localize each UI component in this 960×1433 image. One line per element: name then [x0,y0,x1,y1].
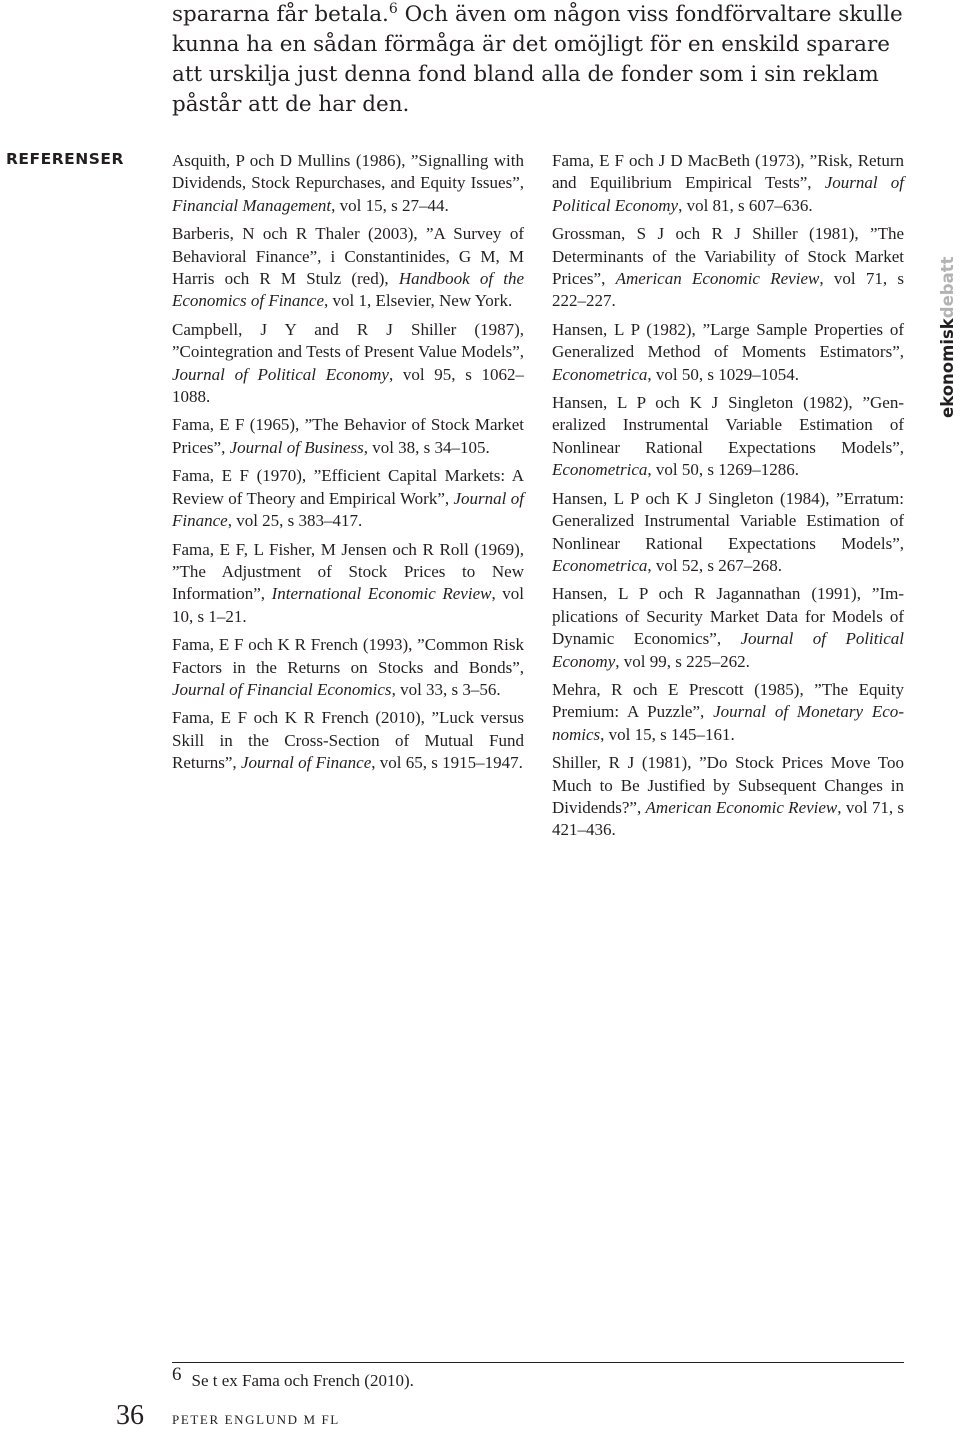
reference-citation: Hansen, L P och K J Singleton (1982), ”Generalized Instrumental Variable Estimation of Nonlinear Rational Expectations Models”, [552,393,904,457]
reference-journal-title: Journal of Business [229,437,364,457]
journal-brand-vertical [938,256,957,418]
footnote [172,1364,414,1392]
reference-journal-title: Handbook of the Economics of Finance [172,269,524,311]
intro-paragraph [172,0,912,120]
reference-citation: Asquith, P och D Mullins (1986), ”Signalling with Dividends, Stock Repurchases, and Equity Issues”, [172,151,524,193]
footnote-divider [172,1362,904,1363]
reference-volume-pages: , vol 95, s 1062–1088. [172,364,525,407]
reference-citation: Fama, E F och K R French (1993), ”Common Risk Factors in the Returns on Stocks and Bonds”, [172,635,524,677]
reference-citation: Fama, E F och J D MacBeth (1973), ”Risk, Return and Equilibrium Empirical Tests”, [552,151,904,193]
reference-entry [172,319,524,409]
reference-citation: Shiller, R J (1981), ”Do Stock Prices Move Too Much to Be Justified by Subsequent Changes in Dividends?”, [552,753,904,817]
reference-entry [552,679,904,746]
reference-journal-title: Journal of Financial Economics [172,679,392,699]
reference-entry [552,223,904,313]
reference-volume-pages: , vol 50, s 1269–1286. [647,460,799,480]
reference-journal-title: Journal of Finance [240,753,372,773]
reference-volume-pages: , vol 65, s 1915–1947. [371,753,523,773]
reference-journal-title: Journal of Political Economy [172,364,389,384]
reference-volume-pages: , vol 52, s 267–268. [647,555,782,575]
reference-entry [552,488,904,578]
reference-citation: Hansen, L P och K J Singleton (1984), ”Erratum: Generalized Instrumental Variable Estimation of Nonlinear Rational Expectations Models”, [552,488,904,553]
reference-citation: Fama, E F (1970), ”Efficient Capital Markets: A Review of Theory and Empirical Work”, [172,466,524,508]
reference-entry [172,707,524,774]
running-footer-authors: PETER ENGLUND M FL [172,1412,340,1427]
reference-entry [552,319,904,386]
reference-volume-pages: , vol 71, s 222–227. [552,269,904,311]
reference-citation: Fama, E F, L Fisher, M Jensen och R Roll (1969), ”The Adjustment of Stock Prices to New Information”, [172,539,524,604]
reference-volume-pages: , vol 71, s 421–436. [552,797,905,840]
reference-citation: Campbell, J Y and R J Shiller (1987), ”Cointegration and Tests of Present Value Models”, [172,319,524,362]
reference-citation: Grossman, S J och R J Shiller (1981), ”The Determinants of the Variability of Stock Market Prices”, [552,224,904,289]
reference-volume-pages: , vol 38, s 34–105. [363,437,490,457]
reference-citation: Hansen, L P (1982), ”Large Sample Properties of Generalized Method of Moments Estimators”, [552,319,904,362]
reference-volume-pages: , vol 81, s 607–636. [678,195,813,215]
reference-entry [552,392,904,482]
reference-volume-pages: , vol 33, s 3–56. [391,679,501,699]
reference-entry [172,150,524,217]
reference-journal-title: Journal of Monetary Economics [552,702,904,744]
reference-journal-title: Econometrica [552,364,648,384]
reference-journal-title: International Economic Review [271,584,492,604]
reference-entry [552,752,904,842]
intro-text-after: Och även om någon viss fondförvaltare skulle kunna ha en sådan förmåga är det omöjligt för en enskild sparare att urskilja just denna fond bland alla de fonder som i sin reklam påstår att de har den. [172,2,903,117]
reference-journal-title: Journal of Political Economy [552,173,905,215]
brand-word-ekonomisk: ekonomisk [938,318,957,418]
reference-citation: Fama, E F (1965), ”The Behavior of Stock Market Prices”, [172,415,524,457]
reference-volume-pages: , vol 15, s 27–44. [331,195,449,215]
reference-journal-title: American Economic Review [645,797,838,817]
reference-citation: Fama, E F och K R French (2010), ”Luck versus Skill in the Cross-Section of Mutual Fund Returns”, [172,708,524,773]
reference-volume-pages: , vol 50, s 1029–1054. [647,364,799,384]
reference-journal-title: Econometrica [552,555,648,575]
reference-entry [172,539,524,629]
reference-entry [552,150,904,217]
brand-word-debatt: debatt [938,256,957,319]
reference-volume-pages: , vol 25, s 383–417. [227,511,363,531]
reference-journal-title: Journal of Finance [172,488,524,531]
reference-entry [552,583,904,673]
intro-text-before: spararna får betala. [172,2,389,27]
reference-citation: Mehra, R och E Prescott (1985), ”The Equity Premium: A Puzzle”, [552,679,904,722]
reference-journal-title: Journal of Political Economy [552,629,904,671]
reference-volume-pages: , vol 15, s 145–161. [600,724,735,744]
reference-volume-pages: , vol 10, s 1–21. [172,584,524,626]
reference-journal-title: Econometrica [552,460,648,480]
reference-citation: Barberis, N och R Thaler (2003), ”A Survey of Behavioral Finance”, i Constantinides, G M, M Harris och R M Stulz (red), [172,224,524,289]
references-column-right [552,150,904,848]
reference-entry [172,223,524,313]
footnote-number: 6 [172,1364,182,1385]
reference-volume-pages: , vol 1, Elsevier, New York. [324,291,513,311]
reference-citation: Hansen, L P och R Jagannathan (1991), ”Implications of Security Market Data for Models of Dynamic Economics”, [552,584,904,649]
reference-journal-title: Financial Management [172,195,332,215]
reference-journal-title: American Economic Review [615,269,820,289]
reference-entry [172,414,524,459]
reference-entry [172,465,524,532]
reference-volume-pages: , vol 99, s 225–262. [615,651,750,671]
footnote-reference[interactable]: 6 [388,1,398,17]
references-column-left [172,150,524,781]
footnote-text: Se t ex Fama och French (2010). [191,1371,414,1390]
reference-entry [172,634,524,701]
page-number: 36 [116,1400,144,1431]
section-heading-references: REFERENSER [6,150,124,168]
